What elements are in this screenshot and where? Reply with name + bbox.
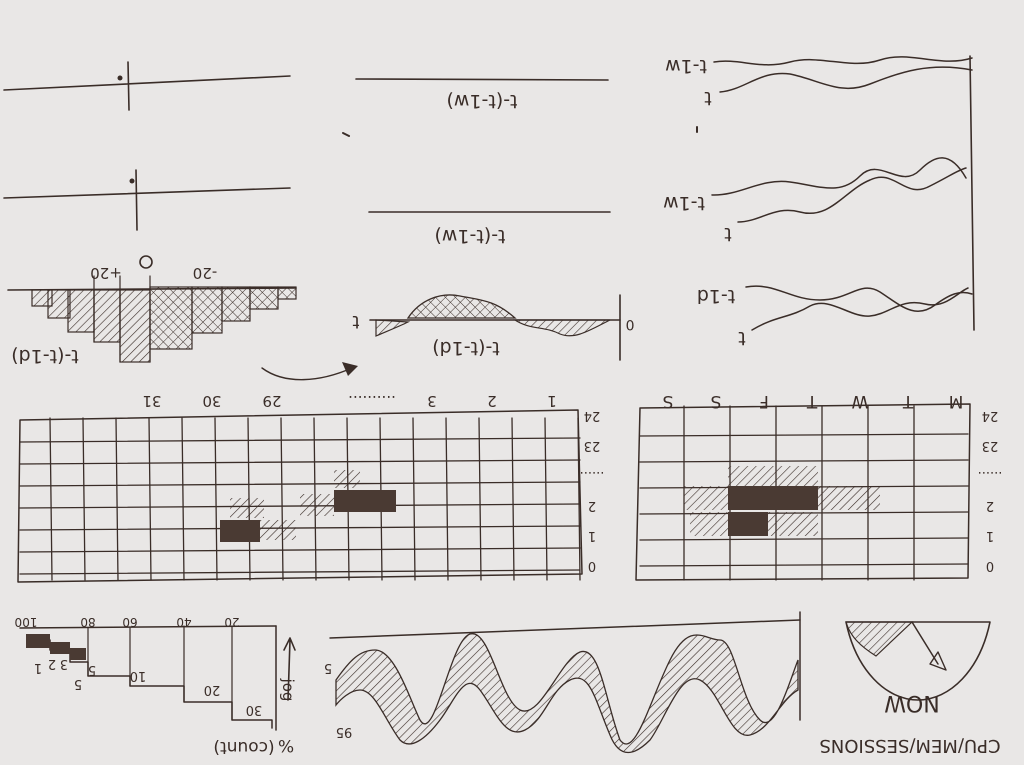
minus20-label: -20 bbox=[192, 264, 218, 282]
hour-tick: 2 bbox=[587, 498, 597, 513]
weekday-tick: T bbox=[806, 391, 818, 411]
week-diff-line bbox=[356, 79, 608, 112]
bar-value: 30 bbox=[245, 702, 263, 717]
footer-title: CPU/MEM/SESSIONS bbox=[819, 735, 1001, 756]
count-tick: 40 bbox=[176, 615, 192, 629]
weekday-hour-tick: 23 bbox=[981, 438, 999, 453]
day-tick: 2 bbox=[487, 392, 497, 410]
label-t-c: t bbox=[738, 327, 746, 349]
week-diff-label: t-(t-1w) bbox=[446, 90, 518, 112]
weekday-hour-tick: ...... bbox=[977, 468, 1003, 483]
day-tick: 30 bbox=[202, 392, 222, 410]
day-tick: 29 bbox=[262, 392, 282, 410]
day-diff-line bbox=[369, 212, 610, 247]
label-t-1w-a: t-1w bbox=[665, 55, 707, 77]
diff-area-chart bbox=[352, 295, 634, 360]
day-tick: .......... bbox=[348, 392, 396, 410]
plus20-label: +20 bbox=[90, 264, 122, 282]
day-diff-label: t-(t-1w) bbox=[434, 225, 506, 247]
delta-gauge-week bbox=[4, 62, 290, 110]
count-tick: 20 bbox=[224, 615, 240, 629]
overlay-panel bbox=[663, 55, 974, 349]
bar-value: 3 bbox=[59, 656, 69, 671]
jog-label: jog bbox=[279, 678, 297, 702]
day-tick: 1 bbox=[547, 392, 557, 410]
weekday-tick: M bbox=[948, 391, 964, 411]
weekday-tick: F bbox=[759, 391, 769, 411]
weekday-hour-heatmap bbox=[636, 391, 1002, 580]
hour-tick: 23 bbox=[583, 438, 601, 453]
weekday-tick: T bbox=[902, 391, 914, 411]
weekday-tick: S bbox=[662, 391, 674, 411]
hour-tick: 24 bbox=[583, 408, 601, 423]
count-tick: 100 bbox=[14, 615, 38, 629]
label-t-1w-b: t-1w bbox=[663, 192, 705, 214]
delta-histogram bbox=[8, 256, 358, 380]
weekday-tick: S bbox=[710, 391, 722, 411]
bar-value: 5 bbox=[73, 676, 83, 691]
pct-high-label: 95 bbox=[335, 724, 353, 739]
bar-value: 1 bbox=[33, 660, 43, 675]
label-t-1d: t-1d bbox=[696, 285, 736, 307]
area-t-label: t bbox=[352, 311, 360, 332]
count-tick: 60 bbox=[122, 615, 138, 629]
weekday-hour-tick: 0 bbox=[985, 558, 995, 573]
hour-tick: ...... bbox=[579, 468, 605, 483]
hour-tick: 1 bbox=[587, 528, 597, 543]
hour-tick: 0 bbox=[587, 558, 597, 573]
day-tick: 3 bbox=[427, 392, 437, 410]
day-tick: 31 bbox=[142, 392, 162, 410]
stray-mark bbox=[343, 133, 349, 136]
delta-gauge-day bbox=[4, 170, 290, 230]
pct-low-label: 5 bbox=[323, 660, 333, 675]
bar-value: 10 bbox=[129, 668, 147, 683]
weekday-hour-tick: 24 bbox=[981, 408, 999, 423]
day-hour-heatmap bbox=[18, 392, 604, 582]
zero-marker bbox=[140, 256, 152, 268]
weekday-hour-tick: 2 bbox=[985, 498, 995, 513]
count-tick: 80 bbox=[80, 615, 96, 629]
weekday-tick: W bbox=[851, 391, 869, 411]
now-gauge bbox=[846, 622, 990, 715]
count-axis-label: (count) bbox=[213, 737, 275, 757]
count-step-chart bbox=[15, 615, 297, 757]
label-t-b: t bbox=[724, 223, 732, 245]
pct-axis-label: % bbox=[277, 735, 295, 755]
bar-value: 2 bbox=[47, 656, 57, 671]
area-diff-label: t-(t-1d) bbox=[432, 337, 500, 359]
label-t-a: t bbox=[704, 87, 712, 109]
now-label: NOW bbox=[884, 690, 940, 715]
bar-value: 5 bbox=[87, 662, 97, 677]
histogram-label: t-(t-1d) bbox=[11, 345, 79, 367]
percentile-band-chart bbox=[324, 612, 800, 753]
area-zero-label: 0 bbox=[625, 316, 635, 332]
weekday-hour-tick: 1 bbox=[985, 528, 995, 543]
bar-value: 20 bbox=[203, 682, 221, 697]
